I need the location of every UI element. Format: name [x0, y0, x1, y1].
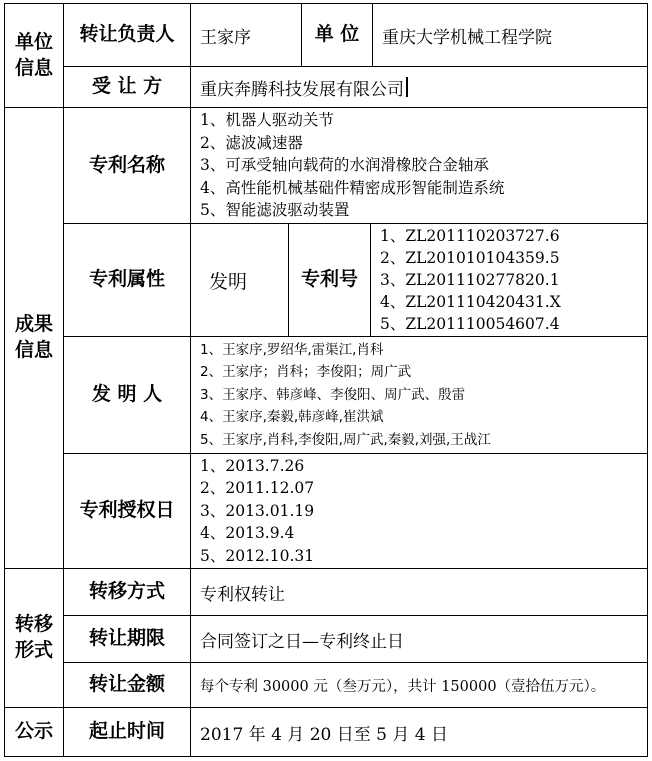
patent-no-item: 1、ZL201110203727.6 [380, 227, 560, 245]
assignee-label: 受 让 方 [64, 67, 191, 108]
grant-date-item: 4、2013.9.4 [200, 524, 295, 543]
patent-no-item: 3、ZL201110277820.1 [380, 271, 560, 289]
patent-name-item: 5、智能滤波驱动装置 [200, 201, 350, 220]
inventors-label: 发 明 人 [64, 337, 191, 454]
patent-no-label: 专利号 [289, 224, 371, 337]
patent-attr-value: 发明 [191, 224, 289, 337]
grant-date-item: 5、2012.10.31 [200, 546, 315, 565]
patent-name-item: 1、机器人驱动关节 [200, 111, 334, 130]
grant-date-item: 2、2011.12.07 [200, 479, 315, 498]
transfer-person-value: 王家序 [191, 4, 302, 67]
text-cursor [406, 77, 408, 97]
section-transfer-form: 转移 形式 [5, 569, 64, 708]
patent-transfer-table [4, 3, 648, 757]
grant-dates-list [191, 454, 647, 569]
start-end-time-label: 起止时间 [64, 708, 191, 756]
assignee-value [191, 67, 647, 108]
transfer-amount-value: 每个专利 30000 元（叁万元），共计 150000（壹拾伍万元）。 [191, 663, 647, 708]
transfer-period-label: 转让期限 [64, 616, 191, 663]
unit-label: 单 位 [302, 4, 373, 67]
start-end-time-value: 2017 年 4 月 20 日至 5 月 4 日 [200, 724, 448, 745]
patent-attr-label: 专利属性 [64, 224, 191, 337]
inventors-list [191, 337, 647, 454]
patent-names-list [191, 108, 647, 224]
section-result-info: 成果 信息 [5, 108, 64, 569]
grant-date-item: 1、2013.7.26 [200, 456, 305, 475]
section-public: 公示 [5, 708, 64, 756]
patent-name-item: 4、高性能机械基础件精密成形智能制造系统 [200, 178, 505, 197]
inventor-item: 1、王家序,罗绍华,雷渠江,肖科 [200, 341, 384, 358]
inventor-item: 4、王家序,秦毅,韩彦峰,崔洪斌 [200, 409, 384, 426]
transfer-person-label: 转让负责人 [64, 4, 191, 67]
patent-name-item: 3、可承受轴向载荷的水润滑橡胶合金轴承 [200, 156, 489, 175]
transfer-method-label: 转移方式 [64, 569, 191, 616]
patent-names-label: 专利名称 [64, 108, 191, 224]
inventor-item: 5、王家序,肖科,李俊阳,周广武,秦毅,刘强,王战江 [200, 431, 491, 448]
unit-value: 重庆大学机械工程学院 [373, 4, 647, 67]
patent-no-item: 2、ZL201010104359.5 [380, 249, 560, 267]
grant-date-item: 3、2013.01.19 [200, 501, 315, 520]
section-unit-info: 单位 信息 [5, 4, 64, 108]
transfer-period-value: 合同签订之日—专利终止日 [191, 616, 647, 663]
assignee-text: 重庆奔腾科技发展有限公司 [200, 79, 404, 100]
inventor-item: 2、王家序；肖科；李俊阳；周广武 [200, 364, 412, 381]
grant-dates-label: 专利授权日 [64, 454, 191, 569]
inventor-item: 3、王家序、韩彦峰、李俊阳、周广武、殷雷 [200, 386, 466, 403]
patent-name-item: 2、滤波减速器 [200, 133, 303, 152]
transfer-amount-label: 转让金额 [64, 663, 191, 708]
transfer-method-value: 专利权转让 [191, 569, 647, 616]
patent-no-item: 5、ZL201110054607.4 [380, 315, 560, 333]
patent-no-list [371, 224, 647, 337]
patent-no-item: 4、ZL201110420431.X [380, 293, 561, 311]
